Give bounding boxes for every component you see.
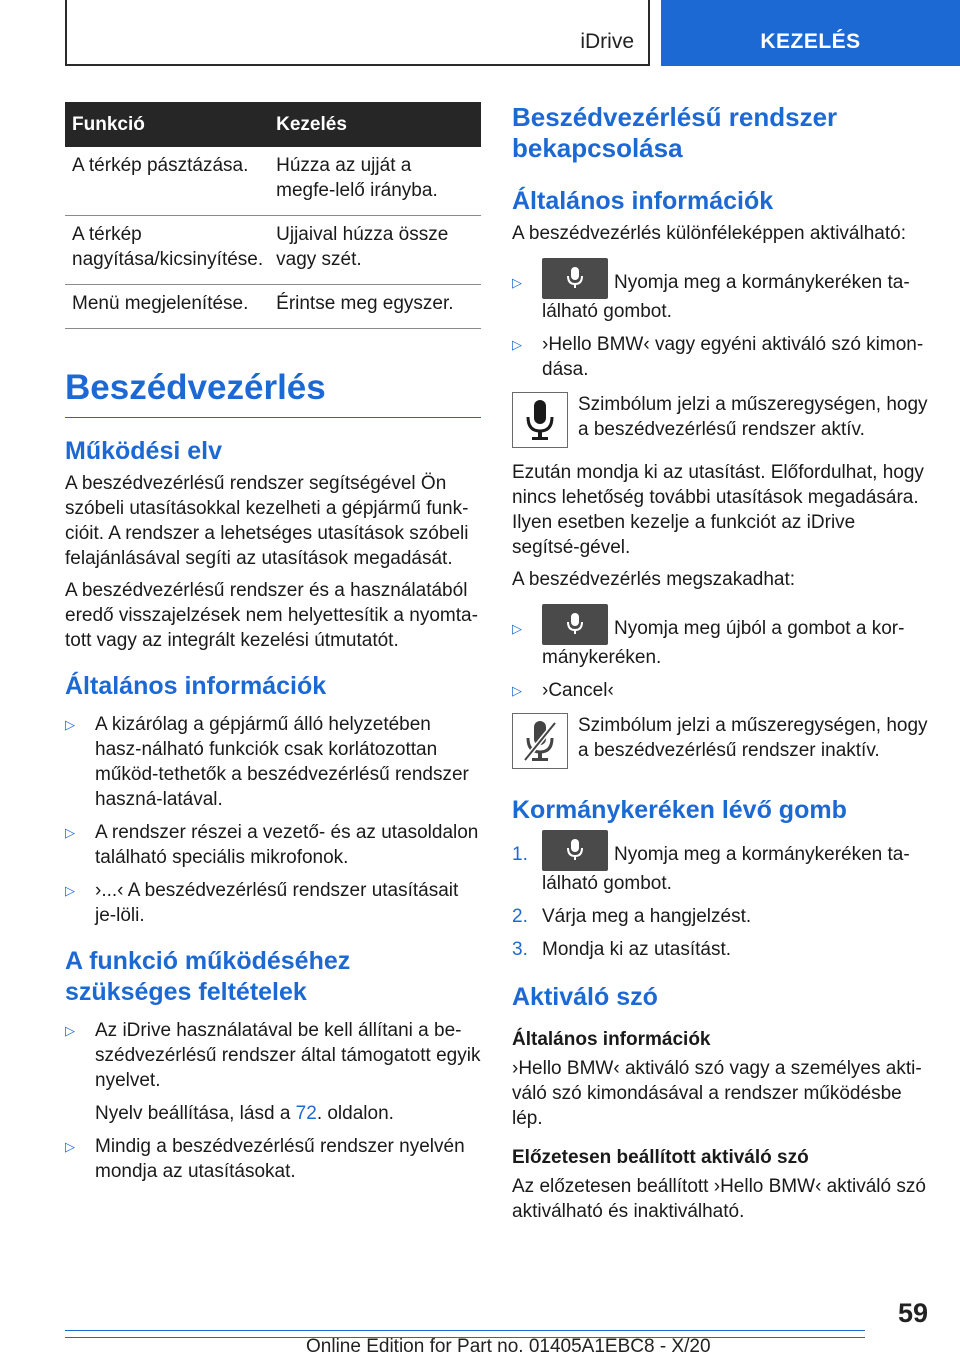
bullet-list [512, 616, 928, 703]
list-item: 2. Várja meg a hangjelzést. [512, 906, 752, 927]
paragraph: A beszédvezérlésű rendszer és a használatából eredő visszajelzések nem helyettesítik a nyomta-tott vagy az integrált kezelési útmutatót. [65, 580, 478, 651]
paragraph: ›Hello BMW‹ aktiváló szó vagy a személyes akti-váló szó kimondásával a rendszer működésbe lép. [512, 1058, 922, 1129]
triangle-right-icon: ▷ [512, 337, 522, 352]
triangle-right-icon: ▷ [512, 683, 522, 698]
page-number: 59 [897, 1298, 928, 1328]
triangle-right-icon: ▷ [65, 825, 75, 840]
left-column [65, 102, 481, 1194]
microphone-button-icon [542, 604, 608, 645]
symbol-row [512, 392, 928, 448]
section-title: KEZELÉS [760, 30, 861, 53]
table-header-cell: Funkció [65, 102, 269, 147]
section-title: Beszédvezérlésű rendszer bekapcsolása [512, 102, 838, 163]
triangle-right-icon: ▷ [65, 717, 75, 732]
list-item: 1. Nyomja meg a kormánykeréken ta-lálható gombot. [512, 842, 928, 896]
page-header [0, 0, 960, 66]
chapter-title: iDrive [580, 30, 634, 53]
table-header-cell: Kezelés [269, 102, 481, 147]
footer-divider [65, 1330, 865, 1331]
bullet-list [512, 270, 928, 382]
list-item: ▷ A rendszer részei a vezető- és az utasoldalon található speciális mikrofonok. [65, 822, 479, 868]
numbered-list [512, 842, 928, 962]
table-cell: Húzza az ujját a megfe-lelő irányba. [269, 147, 481, 216]
chapter-box [65, 0, 650, 66]
paragraph: A beszédvezérlés különféleképpen aktiválható: [512, 223, 906, 244]
triangle-right-icon: ▷ [65, 883, 75, 898]
sub-subheading: Előzetesen beállított aktiváló szó [512, 1147, 809, 1168]
cross-reference: Nyelv beállítása, lásd a 72. oldalon. [95, 1103, 394, 1124]
subsection-heading: Általános információk [65, 672, 327, 700]
list-item: ▷ ›Cancel‹ [512, 680, 614, 701]
list-item: ▷ Nyomja meg újból a gombot a kor-mánykeréken. [512, 616, 928, 670]
bullet-list [65, 712, 481, 928]
table-row [65, 216, 481, 285]
symbol-description: Szimbólum jelzi a műszeregységen, hogy a beszédvezérlésű rendszer inaktív. [578, 715, 928, 761]
table-row [65, 285, 481, 329]
table-cell: Ujjaival húzza össze vagy szét. [269, 216, 481, 285]
list-item: ▷ A kizárólag a gépjármű álló helyzetében hasz-nálható funkciók csak korlátozottan működ-tethetők a beszédvezérlésű rendszer haszná-latával. [65, 714, 469, 810]
section-title: Beszédvezérlés [65, 367, 481, 418]
bullet-list [65, 1018, 481, 1184]
page-link[interactable]: 72 [295, 1103, 317, 1124]
table-cell: Menü megjelenítése. [65, 285, 269, 329]
microphone-button-icon [542, 830, 608, 871]
table-row [65, 147, 481, 216]
paragraph: Az előzetesen beállított ›Hello BMW‹ aktiváló szó aktiválható és inaktiválható. [512, 1176, 926, 1222]
subsection-heading: Általános információk [512, 187, 774, 215]
triangle-right-icon: ▷ [512, 275, 522, 290]
list-item: ▷ Mindig a beszédvezérlésű rendszer nyelvén mondja az utasításokat. [65, 1136, 465, 1182]
table-header-row [65, 102, 481, 147]
section-tab [661, 0, 960, 66]
list-item: 3. Mondja ki az utasítást. [512, 939, 732, 960]
table-cell: Érintse meg egyszer. [269, 285, 481, 329]
symbol-row [512, 713, 928, 769]
triangle-right-icon: ▷ [65, 1023, 75, 1038]
triangle-right-icon: ▷ [65, 1139, 75, 1154]
symbol-description: Szimbólum jelzi a műszeregységen, hogy a beszédvezérlésű rendszer aktív. [578, 394, 928, 440]
edition-text: Online Edition for Part no. 01405A1EBC8 - X/20 [306, 1336, 711, 1357]
paragraph: A beszédvezérlésű rendszer segítségével Ön szóbeli utasításokkal kezelheti a gépjármű funk-cióit. A rendszer a lehetséges utasítások szóbeli felajánlásával segíti az utasítások megadását. [65, 473, 469, 569]
paragraph: A beszédvezérlés megszakadhat: [512, 569, 796, 590]
microphone-crossed-icon [512, 713, 568, 769]
table-cell: A térkép pásztázása. [65, 147, 269, 216]
gesture-table [65, 102, 481, 329]
list-item: ▷ ›...‹ A beszédvezérlésű rendszer utasításait je-löli. [65, 880, 459, 926]
paragraph: Ezután mondja ki az utasítást. Előfordulhat, hogy nincs lehetőség további utasítások megadására. Ilyen esetben kezelje a funkciót az iDrive segítsé-gével. [512, 462, 924, 558]
sub-subheading: Általános információk [512, 1029, 711, 1050]
microphone-active-icon [512, 392, 568, 448]
subsection-heading: Kormánykeréken lévő gomb [512, 796, 847, 824]
subsection-heading: Aktiváló szó [512, 983, 658, 1011]
list-item: ▷ Az iDrive használatával be kell állítani a be-szédvezérlésű rendszer által támogatott egyik nyelvet. Nyelv beállítása, lásd a 72. oldalon. [65, 1020, 481, 1124]
subsection-heading: A funkció működéséhez szükséges feltételek [65, 947, 351, 1006]
table-cell: A térkép nagyítása/kicsinyítése. [65, 216, 269, 285]
microphone-button-icon [542, 258, 608, 299]
triangle-right-icon: ▷ [512, 621, 522, 636]
right-column [512, 102, 928, 1231]
list-item: ▷ ›Hello BMW‹ vagy egyéni aktiváló szó kimon-dása. [512, 334, 924, 380]
list-item: ▷ Nyomja meg a kormánykeréken ta-lálható gombot. [512, 270, 928, 324]
subsection-heading: Működési elv [65, 437, 222, 465]
